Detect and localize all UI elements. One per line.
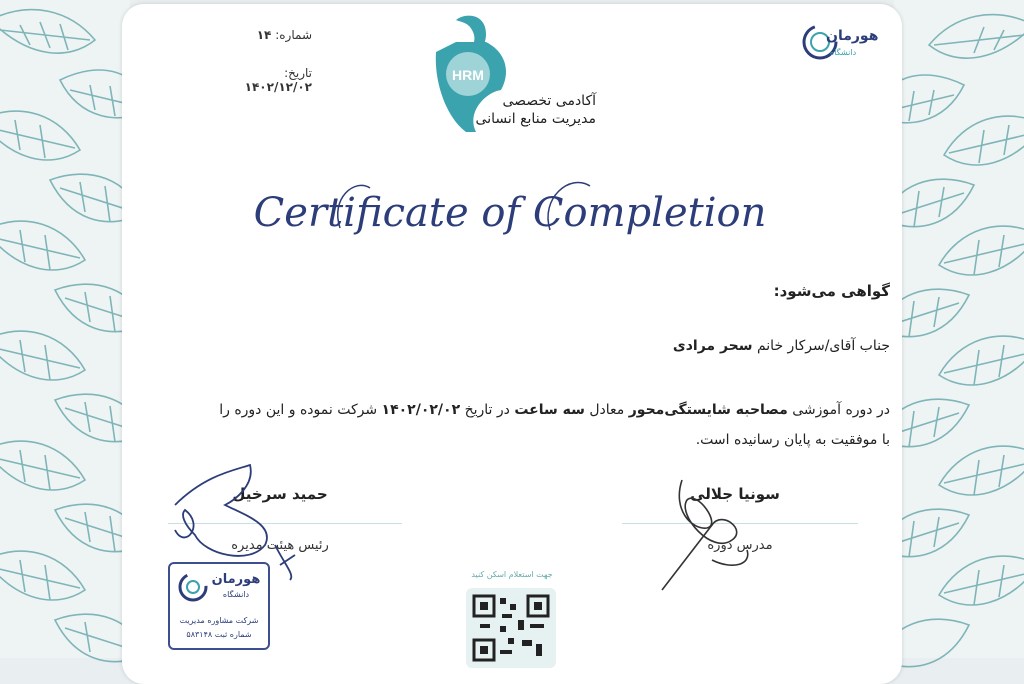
company-stamp (168, 562, 270, 650)
recipient-prefix: جناب آقای/سرکار خانم (756, 338, 890, 354)
date-value: ۱۴۰۲/۱۲/۰۲ (244, 80, 312, 94)
certificate-number (220, 28, 312, 42)
academy-line2: مدیریت منابع انسانی (475, 111, 596, 127)
number-label: شماره: (275, 28, 312, 42)
hooraman-mark-icon (800, 18, 880, 70)
recipient-name: سحر مرادی (672, 338, 753, 354)
course-duration: سه ساعت (514, 402, 585, 418)
brand-logo-text: هورمان (826, 28, 879, 44)
qr-label: جهت استعلام اسکن کنید (471, 570, 553, 579)
brand-logo-sub: دانشگاه (830, 48, 857, 57)
certificate-title-text: Certificate of Completion (253, 190, 767, 236)
leaf-pattern-left (0, 0, 130, 658)
sentence-d: شرکت نموده و این دوره را (219, 402, 378, 418)
academy-name (464, 92, 596, 128)
leaf-pattern-right (894, 0, 1024, 658)
academy-logo (426, 12, 601, 136)
course-statement (150, 395, 890, 455)
chairman-name: حمید سرخیل (232, 485, 328, 503)
academy-line1: آکادمی تخصصی (502, 93, 596, 109)
chairman-role: رئیس هیئت مدیره (231, 538, 329, 553)
stamp-registration: شماره ثبت ۵۸۳۱۴۸ (186, 630, 252, 639)
qr-code-icon (472, 594, 550, 662)
stamp-company: شرکت مشاوره مدیریت (179, 616, 259, 625)
course-name: مصاحبه شایستگی‌محور (628, 402, 788, 418)
svg-text:HRM: HRM (452, 67, 484, 83)
instructor-role: مدرس دوره (707, 538, 773, 553)
instructor-signature-icon (652, 470, 772, 600)
stamp-mark-icon (176, 570, 210, 604)
number-value: ۱۴ (256, 28, 272, 42)
sentence-b: معادل (589, 402, 625, 418)
stamp-logo-sub: دانشگاه (222, 590, 250, 599)
sentence-a: در دوره آموزشی (792, 402, 890, 418)
sentence-e: با موفقیت به پایان رسانیده است. (695, 432, 890, 448)
certificate-title (253, 158, 767, 254)
instructor-name: سونیا جلالی (690, 485, 780, 503)
certificate-date (220, 66, 312, 94)
recipient-line (150, 338, 890, 354)
certificate-intro: گواهی می‌شود: (773, 282, 890, 300)
verification-qr-code[interactable] (466, 588, 556, 668)
sentence-c: در تاریخ (464, 402, 510, 418)
stamp-logo-text: هورمان (211, 572, 261, 587)
date-label: تاریخ: (284, 66, 312, 80)
course-date: ۱۴۰۲/۰۲/۰۲ (381, 402, 461, 418)
hooraman-logo (800, 18, 880, 70)
